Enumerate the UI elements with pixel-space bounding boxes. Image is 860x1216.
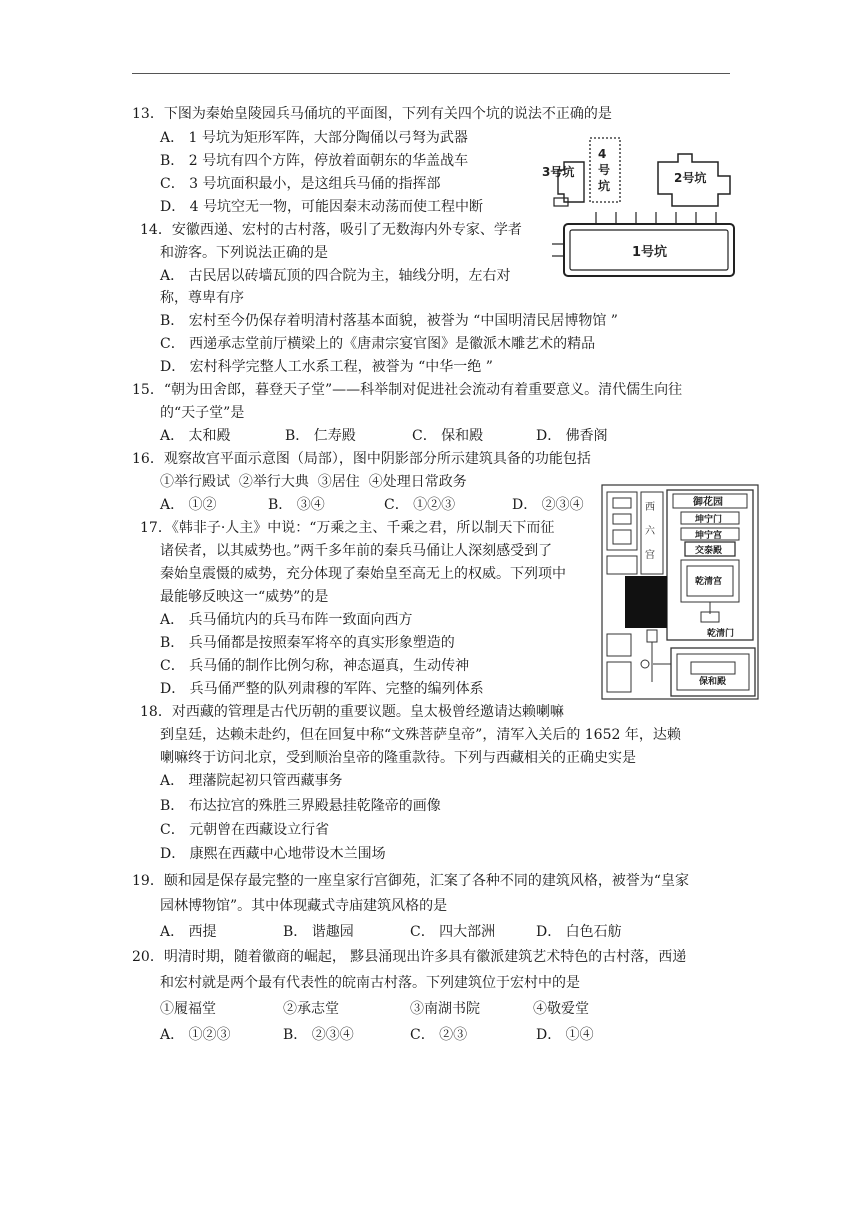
pit1-label: 1号坑 — [632, 245, 668, 260]
q16-option-b: B． ③④ — [268, 497, 325, 513]
q14-stem-line2: 和游客。下列说法正确的是 — [160, 245, 328, 261]
q14-option-a-line2: 称，尊卑有序 — [160, 290, 244, 306]
q13-option-d: D． 4 号坑空无一物，可能因秦末动荡而使工程中断 — [160, 199, 484, 215]
q20-option-b: B． ②③④ — [283, 1027, 354, 1043]
q20-option-c: C． ②③ — [410, 1027, 468, 1043]
q15-stem-line1: 15．“朝为田舍郎，暮登天子堂”——科举制对促进社会流动有着重要意义。清代儒生向往 — [132, 382, 683, 398]
q19-stem-line2: 园林博物馆”。其中体现藏式寺庙建筑风格的是 — [160, 898, 448, 914]
q17-option-a: A． 兵马俑坑内的兵马布阵一致面向西方 — [160, 612, 413, 628]
q17-option-c: C． 兵马俑的制作比例匀称，神态逼真，生动传神 — [160, 658, 470, 674]
q15-option-d: D． 佛香阁 — [536, 428, 608, 444]
q19-stem-line1: 19．颐和园是保存最完整的一座皇家行宫御苑，汇案了各种不同的建筑风格，被誉为“皇家 — [132, 873, 689, 889]
q18-option-c: C． 元朝曾在西藏设立行省 — [160, 822, 330, 838]
svg-text:乾清门: 乾清门 — [707, 629, 735, 639]
q13-option-a: A． 1 号坑为矩形军阵，大部分陶俑以弓弩为武器 — [160, 130, 468, 146]
q14-stem-line1: 14．安徽西递、宏村的古村落，吸引了无数海内外专家、学者 — [140, 222, 522, 238]
q14-option-b: B． 宏村至今仍保存着明清村落基本面貌，被誉为 “中国明清民居博物馆 ” — [160, 313, 618, 329]
pit2-label: 2号坑 — [674, 171, 707, 185]
q19-option-a: A． 西提 — [160, 924, 217, 940]
q17-stem-line1: 17．《韩非子·人主》中说：“万乘之主、千乘之君，所以制天下而征 — [140, 520, 555, 536]
svg-text:西: 西 — [645, 502, 655, 513]
q16-stem: 16．观察故宫平面示意图（局部），图中阴影部分所示建筑具备的功能包括 — [132, 451, 591, 467]
q18-stem-line3: 喇嘛终于访问北京，受到顺治皇帝的隆重款待。下列与西藏相关的正确史实是 — [160, 750, 636, 766]
q15-option-a: A． 太和殿 — [160, 428, 231, 444]
q20-stem-line2: 和宏村就是两个最有代表性的皖南古村落。下列建筑位于宏村中的是 — [160, 975, 580, 991]
q18-option-d: D． 康熙在西藏中心地带设木兰围场 — [160, 846, 386, 862]
q16-option-a: A． ①② — [160, 497, 217, 513]
svg-text:宫: 宫 — [645, 550, 655, 561]
svg-text:号: 号 — [598, 163, 611, 177]
q16-option-c: C． ①②③ — [384, 497, 456, 513]
q20-item-1: ①履福堂 — [160, 1001, 216, 1017]
svg-text:乾清宫: 乾清宫 — [695, 577, 723, 587]
header-rule — [132, 73, 730, 74]
q20-option-d: D． ①④ — [536, 1027, 594, 1043]
q15-option-b: B． 仁寿殿 — [285, 428, 356, 444]
q13-option-c: C． 3 号坑面积最小，是这组兵马俑的指挥部 — [160, 176, 441, 192]
q15-stem-line2: 的“天子堂”是 — [160, 405, 245, 421]
svg-text:坤宁宫: 坤宁宫 — [695, 531, 723, 541]
pit3-label: 3号坑 — [542, 165, 575, 179]
q18-option-a: A． 理藩院起初只管西藏事务 — [160, 773, 343, 789]
q18-option-b: B． 布达拉宫的殊胜三界殿悬挂乾隆帝的画像 — [160, 798, 441, 814]
terracotta-pits-figure — [538, 132, 738, 284]
svg-text:坤宁门: 坤宁门 — [695, 515, 723, 525]
q17-option-b: B． 兵马俑都是按照秦军将卒的真实形象塑造的 — [160, 635, 455, 651]
q16-items: ①举行殿试 ②举行大典 ③居住 ④处理日常政务 — [160, 474, 467, 490]
yuhuayuan-label: 御花园 — [693, 497, 723, 508]
q14-option-a-line1: A． 古民居以砖墙瓦顶的四合院为主，轴线分明，左右对 — [160, 268, 511, 284]
svg-text:坑: 坑 — [598, 179, 611, 193]
q20-item-2: ②承志堂 — [283, 1001, 339, 1017]
q19-option-c: C． 四大部洲 — [410, 924, 496, 940]
svg-text:4: 4 — [598, 147, 607, 161]
q19-option-b: B． 谐趣园 — [283, 924, 354, 940]
q16-option-d: D． ②③④ — [512, 497, 584, 513]
svg-text:保和殿: 保和殿 — [699, 677, 727, 687]
q13-stem: 13．下图为秦始皇陵园兵马俑坑的平面图，下列有关四个坑的说法不正确的是 — [132, 106, 612, 122]
svg-text:交泰殿: 交泰殿 — [695, 546, 723, 556]
q18-stem-line2: 到皇廷，达赖未赴约，但在回复中称“文殊菩萨皇帝”，清军入关后的 1652 年，达赖 — [160, 727, 681, 743]
q17-option-d: D． 兵马俑严整的队列肃穆的军阵、完整的编列体系 — [160, 681, 484, 697]
q13-option-b: B． 2 号坑有四个方阵，停放着面朝东的华盖战车 — [160, 153, 469, 169]
q20-item-3: ③南湖书院 — [410, 1001, 480, 1017]
q14-option-c: C． 西递承志堂前厅横梁上的《唐肃宗宴官图》是徽派木雕艺术的精品 — [160, 336, 596, 352]
q17-stem-line3: 秦始皇震慑的威势，充分体现了秦始皇至高无上的权威。下列项中 — [160, 566, 566, 582]
q20-option-a: A． ①②③ — [160, 1027, 231, 1043]
q20-stem-line1: 20．明清时期，随着徽商的崛起， 黟县涌现出许多具有徽派建筑艺术特色的古村落，西递 — [132, 949, 687, 965]
forbidden-city-figure — [601, 484, 759, 700]
q17-stem-line4: 最能够反映这一“威势”的是 — [160, 589, 329, 605]
q20-item-4: ④敬爱堂 — [533, 1001, 589, 1017]
q14-option-d: D． 宏村科学完整人工水系工程，被誉为 “中华一绝 ” — [160, 359, 493, 375]
q15-option-c: C． 保和殿 — [412, 428, 484, 444]
q17-stem-line2: 诸侯者，以其威势也。”两千多年前的秦兵马俑让人深刻感受到了 — [160, 543, 553, 559]
svg-text:六: 六 — [645, 526, 655, 537]
q19-option-d: D． 白色石舫 — [536, 924, 622, 940]
q18-stem-line1: 18．对西藏的管理是古代历朝的重要议题。皇太极曾经邀请达赖喇嘛 — [140, 704, 564, 720]
